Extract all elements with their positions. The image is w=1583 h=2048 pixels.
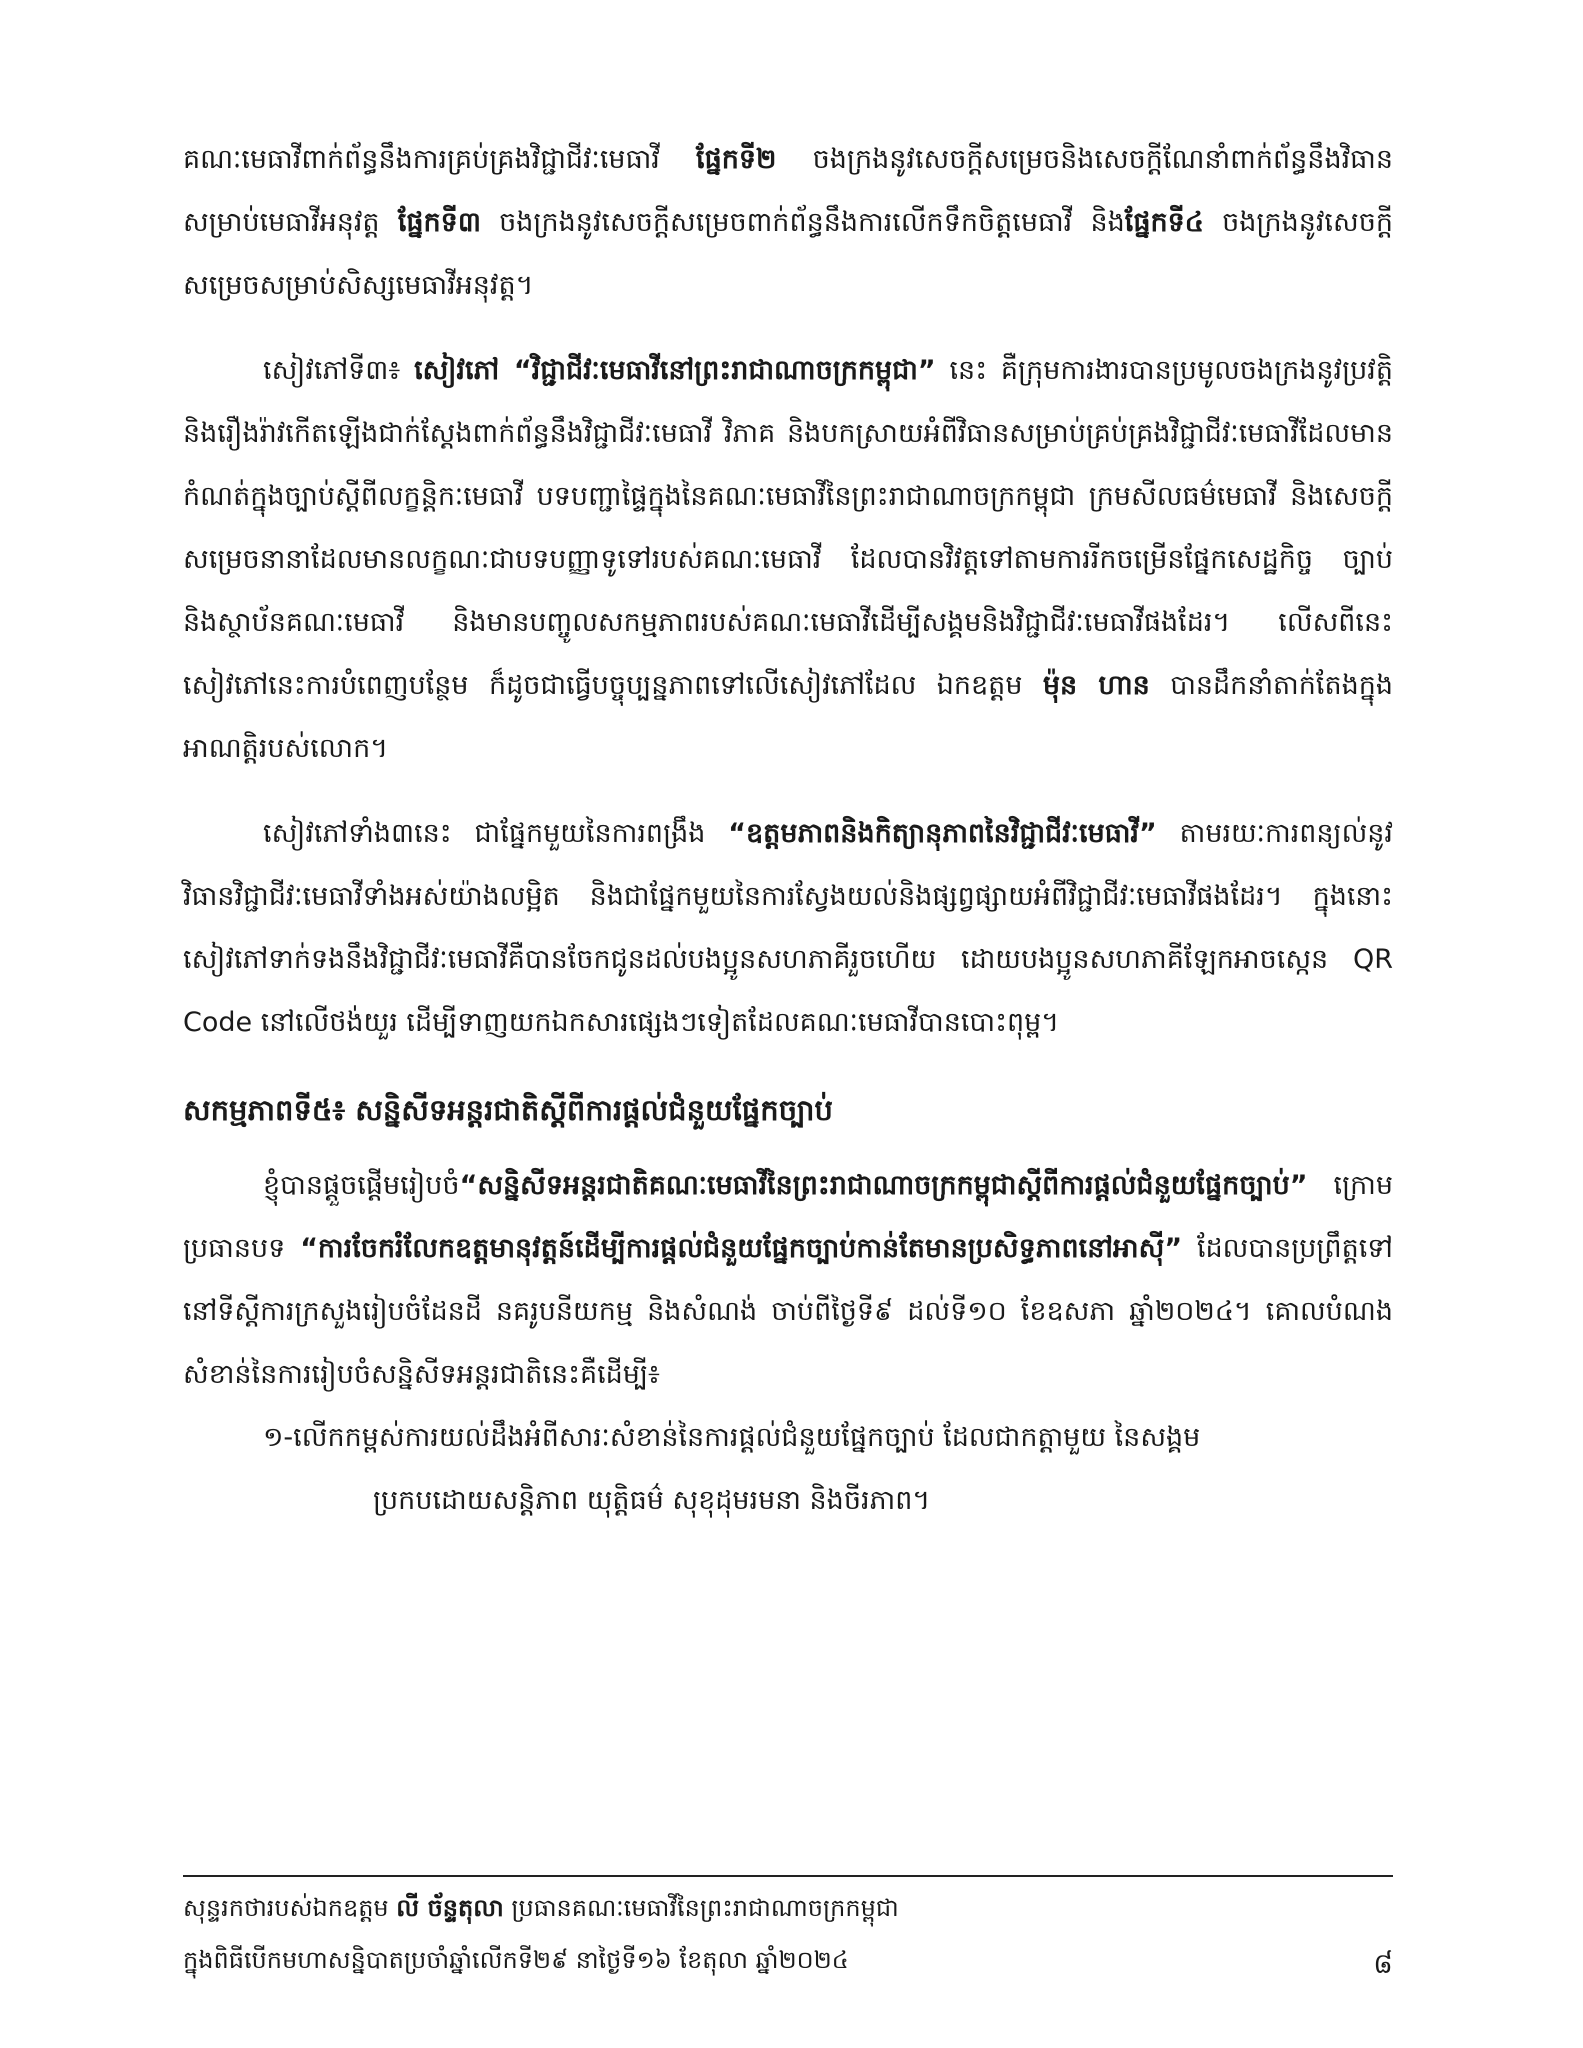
- bold-run: ផ្នែកទី៣: [397, 207, 481, 238]
- bold-run: ផ្នែកទី២: [696, 144, 777, 175]
- text-run: តាមរយៈការពន្យល់នូវវិធានវិជ្ជាជីវៈមេធាវីទាំងអស់យ៉ាងលម្អិត និងជាផ្នែកមួយនៃការស្វែងយល់និងផ្សព្វផ្សាយអំពីវិជ្ជាជីវៈមេធាវីផងដែរ។ ក្នុងនោះសៀវភៅទាក់ទងនឹងវិជ្ជាជីវៈមេធាវីគឺបានចែកជូនដល់បងប្អូនសហភាគីរួចហើយ ដោយបងប្អូនសហភាគីឡែកអាចស្កេន QR Code នៅលើថង់យួរ ដើម្បីទាញយកឯកសារផ្សេងៗទៀតដែលគណៈមេធាវីបានបោះពុម្ព។: [183, 818, 1394, 1038]
- paragraph-3: [183, 802, 1393, 1054]
- footer-divider: [183, 1875, 1393, 1877]
- paragraph-1: [183, 128, 1393, 317]
- text-run: បានដឹកនាំតាក់តែងក្នុងអាណត្តិរបស់លោក។: [183, 670, 1394, 764]
- text-run: សុន្ទរកថារបស់ឯកឧត្តម: [183, 1894, 397, 1922]
- section-heading: សកម្មភាពទី៥៖ សន្និសីទអន្តរជាតិស្តីពីការផ្តល់ជំនួយផ្នែកច្បាប់: [183, 1093, 833, 1127]
- text-run: ខ្ញុំបានផ្តួចផ្តើមរៀបចំ: [263, 1170, 460, 1201]
- list-item-line: ប្រកបដោយសន្តិភាព យុត្តិធម៌ សុខុដុមរមនា និងចីរភាព។: [373, 1485, 931, 1516]
- paragraph-2: [183, 339, 1393, 780]
- list-item-line: ១-លើកកម្ពស់ការយល់ដឹងអំពីសារៈសំខាន់នៃការផ្តល់ជំនួយផ្នែកច្បាប់ ដែលជាកត្តាមួយ នៃសង្គម: [263, 1422, 1201, 1453]
- text-run: ប្រធានគណៈមេធាវីនៃព្រះរាជាណាចក្រកម្ពុជា: [503, 1894, 899, 1922]
- text-run: នេះ គឺក្រុមការងារបានប្រមូលចងក្រងនូវប្រវត្តិ និងរឿងរ៉ាវកើតឡើងជាក់ស្តែងពាក់ព័ន្ធនឹងវិជ្ជាជីវៈមេធាវី វិភាគ និងបកស្រាយអំពីវិធានសម្រាប់គ្រប់គ្រងវិជ្ជាជីវៈមេធាវីដែលមានកំណត់ក្នុងច្បាប់ស្តីពីលក្ខន្តិកៈមេធាវី បទបញ្ជាផ្ទៃក្នុងនៃគណៈមេធាវីនៃព្រះរាជាណាចក្រកម្ពុជា ក្រមសីលធម៌មេធាវី និងសេចក្តីសម្រេចនានាដែលមានលក្ខណៈជាបទបញ្ញាទូទៅរបស់គណៈមេធាវី ដែលបានវិវត្តទៅតាមការរីកចម្រើនផ្នែកសេដ្ឋកិច្ច ច្បាប់ និងស្ថាប័នគណៈមេធាវី និងមានបញ្ចូលសកម្មភាពរបស់គណៈមេធាវីដើម្បីសង្គមនិងវិជ្ជាជីវៈមេធាវីផងដែរ។ លើសពីនេះសៀវភៅនេះការបំពេញបន្ថែម ក៏ដូចជាធ្វើបច្ចុប្បន្នភាពទៅលើសៀវភៅដែល ឯកឧត្តម: [183, 355, 1393, 701]
- bold-run: “ការចែករំលែកឧត្តមានុវត្តន៍ដើម្បីការផ្តល់ជំនួយផ្នែកច្បាប់កាន់តែមានប្រសិទ្ធភាពនៅអាស៊ី”: [300, 1233, 1183, 1264]
- text-run: គណៈមេធាវីពាក់ព័ន្ធនឹងការគ្រប់គ្រងវិជ្ជាជីវៈមេធាវី: [183, 144, 697, 175]
- paragraph-4: [183, 1154, 1393, 1406]
- footer-line-1: [183, 1882, 1393, 1934]
- bold-run: “ឧត្តមភាពនិងកិត្យានុភាពនៃវិជ្ជាជីវៈមេធាវី”: [728, 818, 1157, 849]
- bold-run: ផ្នែកទី៤: [1124, 207, 1204, 238]
- text-run: ចងក្រងនូវសេចក្តីសម្រេចសម្រាប់សិស្សមេធាវីអនុវត្ត។: [183, 207, 1393, 301]
- bold-run: ម៉ុន ហាន: [1042, 670, 1150, 701]
- text-run: សៀវភៅទី៣៖: [263, 355, 415, 386]
- bold-run: “សន្និសីទអន្តរជាតិគណៈមេធាវីនៃព្រះរាជាណាចក្រកម្ពុជាស្តីពីការផ្តល់ជំនួយផ្នែកច្បាប់”: [459, 1170, 1308, 1201]
- text-run: សៀវភៅទាំង៣នេះ ជាផ្នែកមួយនៃការពង្រឹង: [263, 818, 729, 849]
- text-run: ក្រោមប្រធានបទ: [183, 1170, 1393, 1264]
- text-run: ចងក្រងនូវសេចក្តីសម្រេចនិងសេចក្តីណែនាំពាក់ព័ន្ធនឹងវិធានសម្រាប់មេធាវីអនុវត្ត: [183, 144, 1393, 238]
- page-number: ៨: [1373, 1947, 1393, 1980]
- list-item: [263, 1406, 1393, 1532]
- footer-line-2: ក្នុងពិធីបើកមហាសន្និបាតប្រចាំឆ្នាំលើកទី២៩ នាថ្ងៃទី១៦ ខែតុលា ឆ្នាំ២០២៤: [183, 1946, 849, 1974]
- text-run: ចងក្រងនូវសេចក្តីសម្រេចពាក់ព័ន្ធនឹងការលើកទឹកចិត្តមេធាវី និង: [480, 207, 1125, 238]
- bold-run: សៀវភៅ “វិជ្ជាជីវៈមេធាវីនៅព្រះរាជាណាចក្រកម្ពុជា”: [414, 355, 936, 386]
- page-body: [183, 128, 1393, 1532]
- text-run: ដែលបានប្រព្រឹត្តទៅនៅទីស្តីការក្រសួងរៀបចំដែនដី នគរូបនីយកម្ម និងសំណង់ ចាប់ពីថ្ងៃទី៩ ដល់ទី១០ ខែឧសភា ឆ្នាំ២០២៤។ គោលបំណងសំខាន់នៃការរៀបចំសន្និសីទអន្តរជាតិនេះគឺដើម្បី៖: [183, 1233, 1393, 1390]
- bold-run: លី ច័ន្ទតុលា: [396, 1894, 504, 1922]
- page-footer: [183, 1882, 1393, 1986]
